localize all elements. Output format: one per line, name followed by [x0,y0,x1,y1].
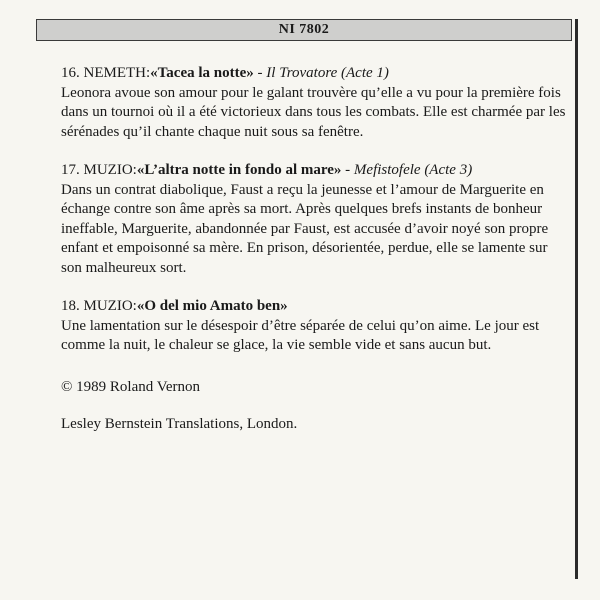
track-separator: - [253,65,267,81]
catalog-number: NI 7802 [278,22,330,37]
catalog-header [36,19,572,41]
translation-credit: Lesley Bernstein Translations, London. [61,416,298,432]
track-title: «L’altra notte in fondo al mare» [136,162,342,178]
track-notes [61,64,566,435]
copyright-notice: © 1989 Roland Vernon [61,378,201,395]
track-description: Leonora avoue son amour pour le galant trouvère qu’elle a vu pour la première fois dans un tournoi où il a été victorieux dans tous les combats. Elle est charmée par les sérénades qu’il chante chaque nuit sous sa fenêtre. [61,84,566,140]
track-heading [61,161,566,181]
track-heading [61,297,566,317]
track-work: Il Trovatore (Acte 1) [266,65,389,81]
track-composer: MUZIO: [83,298,137,314]
track-description: Dans un contrat diabolique, Faust a reçu la jeunesse et l’amour de Marguerite en échange contre son âme après sa mort. Après quelques brefs instants de bonheur ineffable, Marguerite, abandonnée par Faust, est accusée d’avoir noyé son propre enfant et empoisonné sa mère. En prison, désorientée, perdue, elle se lamente sur son malheureux sort. [61,181,549,276]
track-number: 18. [61,298,80,314]
right-edge-rule [575,19,578,579]
track-title: «Tacea la notte» [150,65,254,81]
track-number: 16. [61,65,80,81]
track-entry-16 [61,64,566,142]
track-composer: MUZIO: [83,162,137,178]
track-work: Mefistofele (Acte 3) [353,162,473,178]
track-entry-18 [61,297,566,356]
track-heading [61,64,566,84]
track-description: Une lamentation sur le désespoir d’être séparée de celui qu’on aime. Le jour est comme la nuit, le chaleur se glace, la vie semble vide et sans aucun but. [61,317,540,353]
track-number: 17. [61,162,80,178]
track-title: «O del mio Amato ben» [136,298,288,314]
track-composer: NEMETH: [83,65,151,81]
track-separator: - [341,162,354,178]
track-entry-17 [61,161,566,278]
